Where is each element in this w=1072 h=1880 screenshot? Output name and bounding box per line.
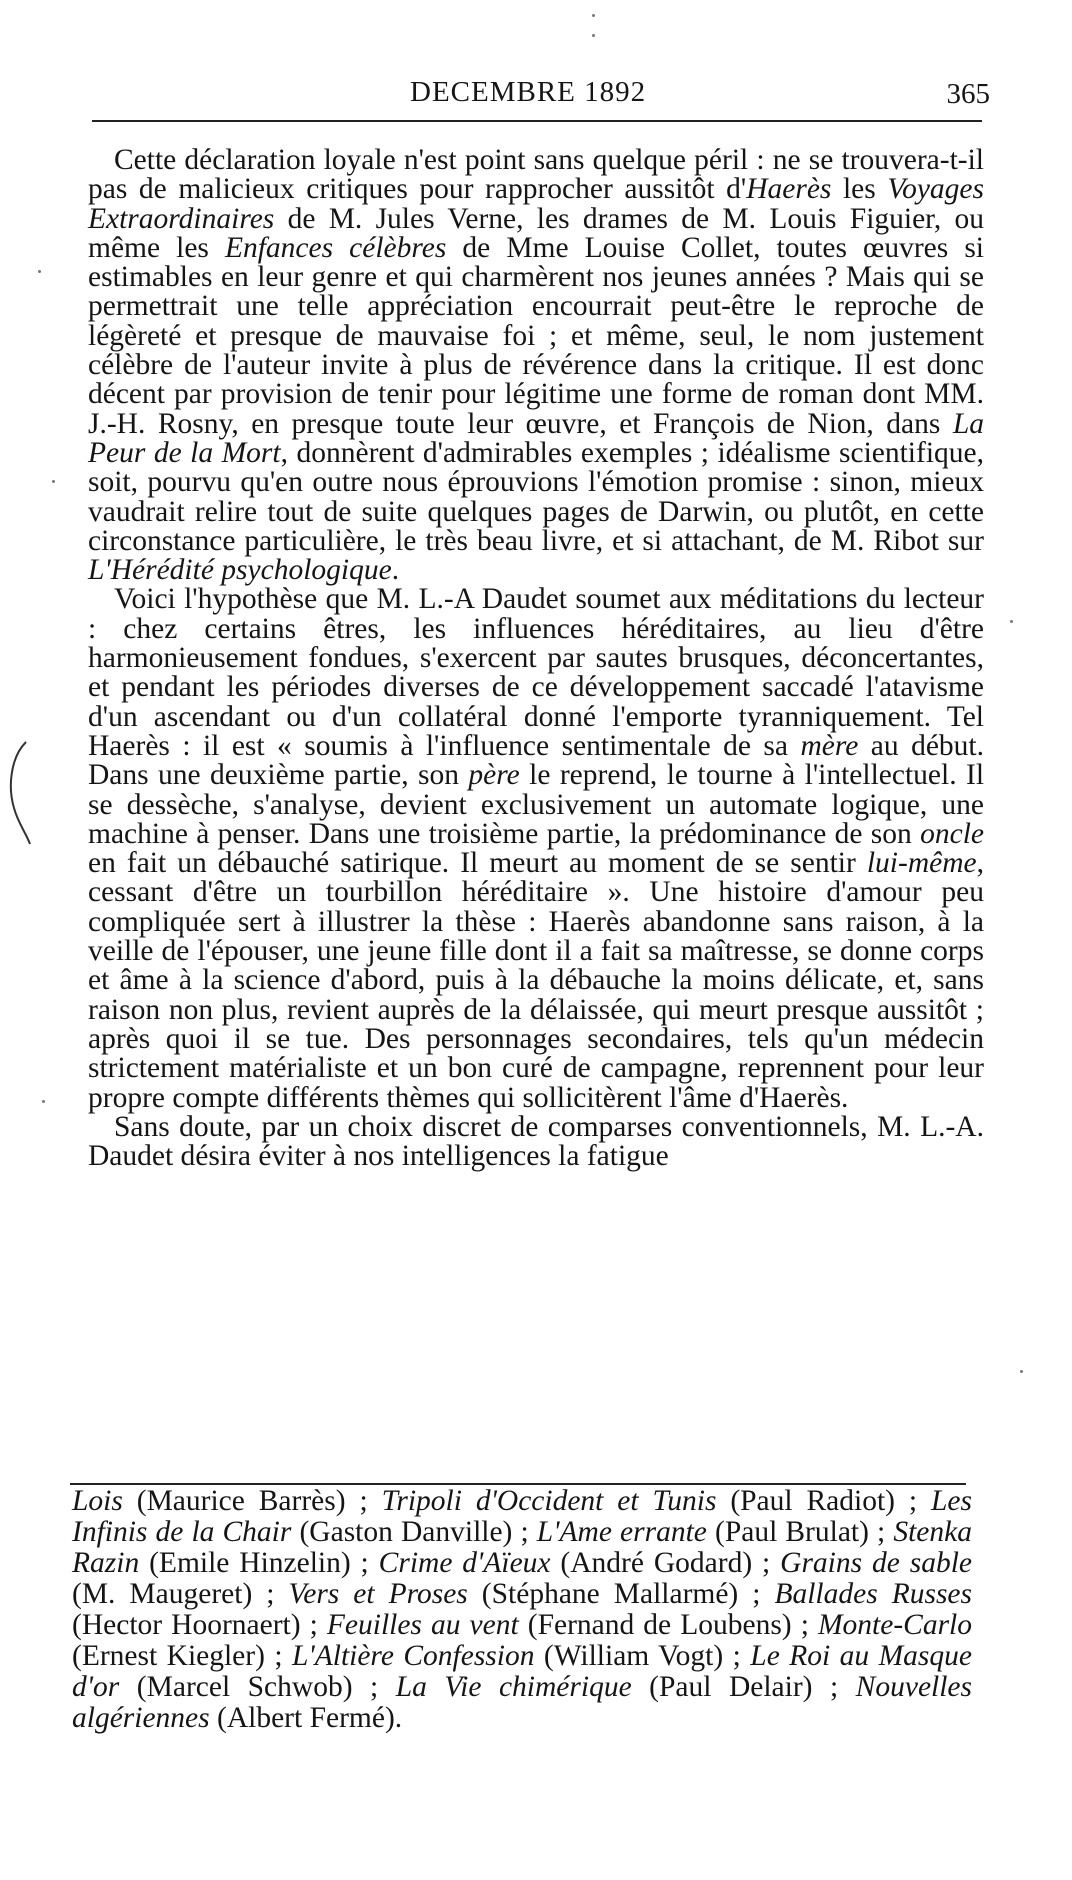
margin-pencil-mark <box>4 738 34 848</box>
speck <box>592 34 595 37</box>
speck <box>38 270 41 273</box>
speck <box>1020 1370 1023 1373</box>
paragraph: Sans doute, par un choix discret de comparses conventionnels, M. L.-A. Daudet désira éviter à nos intelligences la fatigue <box>88 1110 984 1173</box>
footnote <box>72 1486 972 1734</box>
footnote-text: Lois (Maurice Barrès) ; Tripoli d'Occident et Tunis (Paul Radiot) ; Les Infinis de la Chair (Gaston Danville) ; L'Ame errante (Paul Brulat) ; Stenka Razin (Emile Hinzelin) ; Crime d'Aïeux (André Godard) ; Grains de sable (M. Maugeret) ; Vers et Proses (Stéphane Mallarmé) ; Ballades Russes (Hector Hoornaert) ; Feuilles au vent (Fernand de Loubens) ; Monte-Carlo (Ernest Kiegler) ; L'Altière Confession (William Vogt) ; Le Roi au Masque d'or (Marcel Schwob) ; La Vie chimérique (Paul Delair) ; Nouvelles algériennes (Albert Fermé). <box>72 1485 973 1734</box>
speck <box>1010 620 1013 623</box>
speck <box>592 14 595 17</box>
body-text <box>88 146 984 1171</box>
running-title: DECEMBRE 1892 <box>410 76 647 108</box>
page-header <box>90 76 990 116</box>
speck <box>52 480 55 483</box>
header-rule <box>92 120 982 122</box>
paragraph: Cette déclaration loyale n'est point sans quelque péril : ne se trouvera-t-il pas de malicieux critiques pour rapprocher aussitôt d'Haerès les Voyages Extraordinaires de M. Jules Verne, les drames de M. Louis Figuier, ou même les Enfances célèbres de Mme Louise Collet, toutes œuvres si estimables en leur genre et qui charmèrent nos jeunes années ? Mais qui se permettrait une telle appréciation encourrait peut-être le reproche de légèreté et presque de mauvaise foi ; et même, seul, le nom justement célèbre de l'auteur invite à plus de révérence dans la critique. Il est donc décent par provision de tenir pour légitime une forme de roman dont MM. J.-H. Rosny, en presque toute leur œuvre, et François de Nion, dans La Peur de la Mort, donnèrent d'admirables exemples ; idéalisme scientifique, soit, pourvu qu'en outre nous éprouvions l'émotion promise : sinon, mieux vaudrait relire tout de suite quelques pages de Darwin, ou plutôt, en cette circonstance particulière, le très beau livre, et si attachant, de M. Ribot sur L'Hérédité psychologique. <box>88 144 984 587</box>
page-number: 365 <box>946 78 990 110</box>
paragraph: Voici l'hypothèse que M. L.-A Daudet soumet aux méditations du lecteur : chez certains êtres, les influences héréditaires, au lieu d'être harmonieusement fondues, s'exercent par sautes brusques, déconcertantes, et pendant les périodes diverses de ce développement saccadé l'atavisme d'un ascendant ou d'un collatéral donné l'emporte tyranniquement. Tel Haerès : il est « soumis à l'influence sentimentale de sa mère au début. Dans une deuxième partie, son père le reprend, le tourne à l'intellectuel. Il se dessèche, s'analyse, devient exclusivement un automate logique, une machine à penser. Dans une troisième partie, la prédominance de son oncle en fait un débauché satirique. Il meurt au moment de se sentir lui-même, cessant d'être un tourbillon héréditaire ». Une histoire d'amour peu compliquée sert à illustrer la thèse : Haerès abandonne sans raison, à la veille de l'épouser, une jeune fille dont il a fait sa maîtresse, se donne corps et âme à la science d'abord, puis à la débauche la moins délicate, et, sans raison non plus, revient auprès de la délaissée, qui meurt presque aussitôt ; après quoi il se tue. Des personnages secondaires, tels qu'un médecin strictement matérialiste et un bon curé de campagne, reprennent pour leur propre compte différents thèmes qui sollicitèrent l'âme d'Haerès. <box>88 583 985 1114</box>
speck <box>42 1100 45 1103</box>
